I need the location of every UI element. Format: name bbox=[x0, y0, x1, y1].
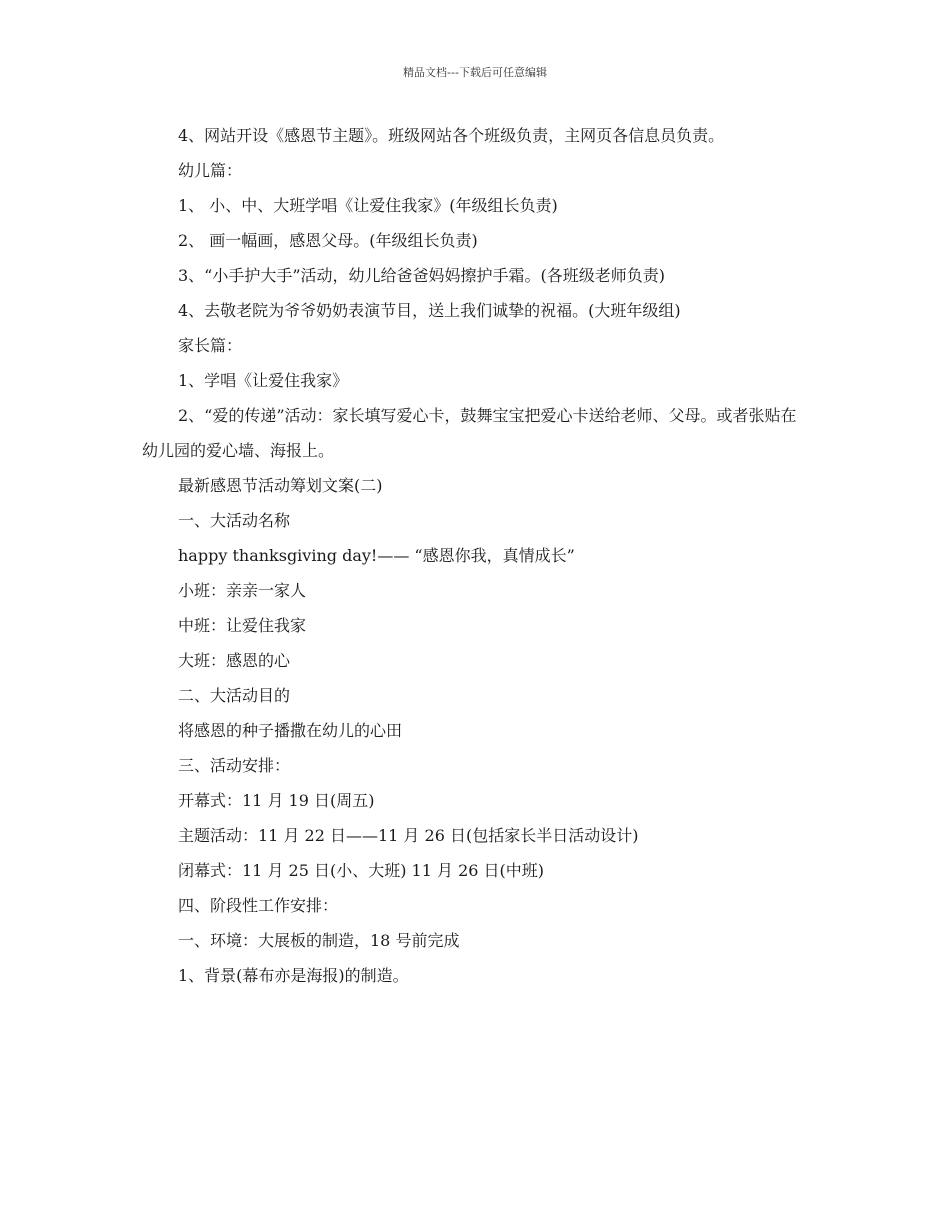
document-subtitle: 最新感恩节活动筹划文案(二) bbox=[178, 476, 383, 495]
list-item: 小班：亲亲一家人 bbox=[178, 581, 307, 600]
page-header: 精品文档---下载后可任意编辑 bbox=[403, 66, 547, 79]
list-item: 主题活动：11 月 22 日——11 月 26 日(包括家长半日活动设计) bbox=[178, 826, 639, 845]
paragraph: happy thanksgiving day!—— “感恩你我，真情成长” bbox=[178, 546, 575, 565]
section-heading-parents: 家长篇： bbox=[178, 336, 243, 355]
list-item: 一、环境：大展板的制造，18 号前完成 bbox=[178, 931, 460, 950]
list-item: 开幕式：11 月 19 日(周五) bbox=[178, 791, 375, 810]
list-item: 闭幕式：11 月 25 日(小、大班) 11 月 26 日(中班) bbox=[178, 861, 545, 880]
section-heading-children: 幼儿篇： bbox=[178, 161, 243, 180]
section-heading: 三、活动安排： bbox=[178, 756, 291, 775]
list-item: 4、去敬老院为爷爷奶奶表演节目，送上我们诚挚的祝福。(大班年级组) bbox=[178, 301, 681, 320]
section-heading: 一、大活动名称 bbox=[178, 511, 291, 530]
list-item: 1、背景(幕布亦是海报)的制造。 bbox=[178, 966, 409, 985]
section-heading: 四、阶段性工作安排： bbox=[178, 896, 339, 915]
list-item: 中班：让爱住我家 bbox=[178, 616, 307, 635]
paragraph: 将感恩的种子播撒在幼儿的心田 bbox=[178, 721, 403, 740]
list-item: 大班：感恩的心 bbox=[178, 651, 291, 670]
section-heading: 二、大活动目的 bbox=[178, 686, 291, 705]
list-item: 1、 小、中、大班学唱《让爱住我家》(年级组长负责) bbox=[178, 196, 558, 215]
list-item: 3、“小手护大手”活动，幼儿给爸爸妈妈擦护手霜。(各班级老师负责) bbox=[178, 266, 666, 285]
list-item: 1、学唱《让爱住我家》 bbox=[178, 371, 349, 390]
paragraph: 4、网站开设《感恩节主题》。班级网站各个班级负责，主网页各信息员负责。 bbox=[178, 126, 725, 145]
list-item: 2、 画一幅画，感恩父母。(年级组长负责) bbox=[178, 231, 478, 250]
document-body bbox=[142, 118, 808, 993]
paragraph: 2、“爱的传递”活动：家长填写爱心卡，鼓舞宝宝把爱心卡送给老师、父母。或者张贴在幼儿园的爱心墙、海报上。 bbox=[142, 406, 797, 460]
